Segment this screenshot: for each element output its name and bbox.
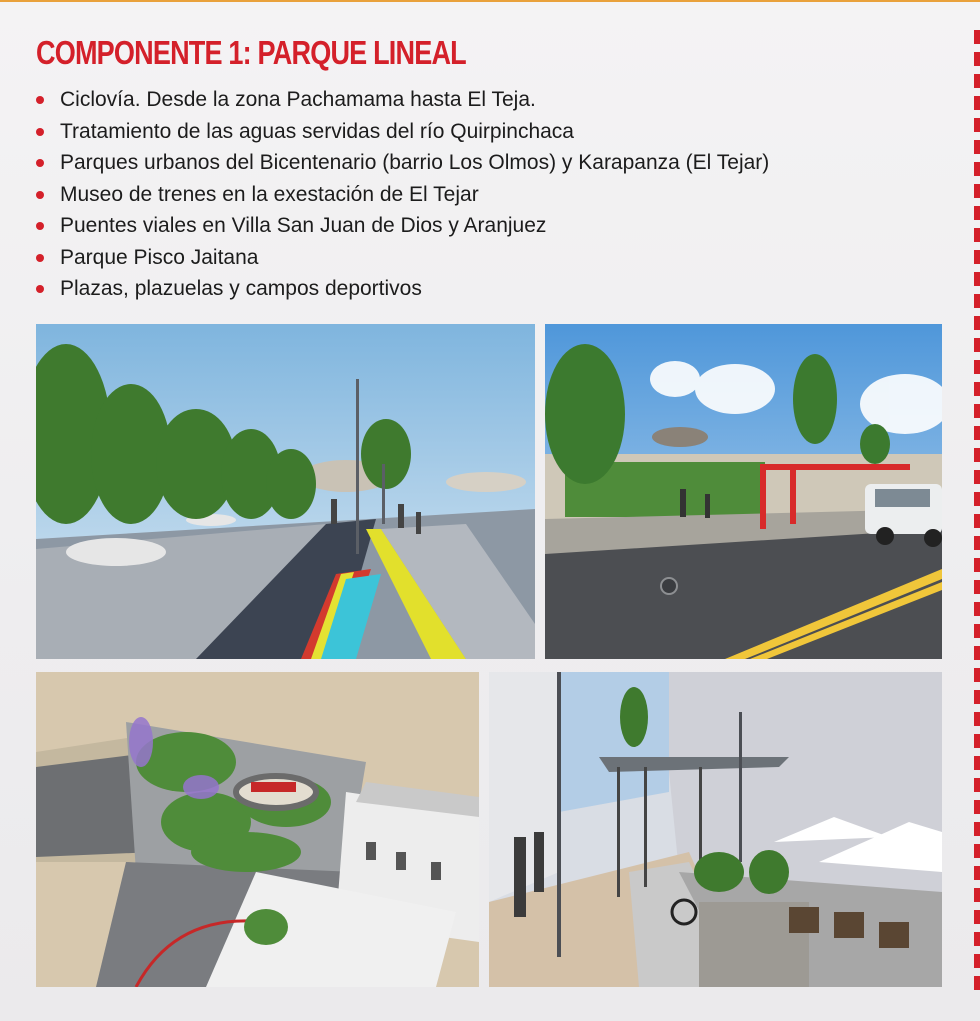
- list-item-text: Ciclovía. Desde la zona Pachamama hasta El Teja.: [60, 88, 536, 111]
- list-item-text: Parques urbanos del Bicentenario (barrio Los Olmos) y Karapanza (El Tejar): [60, 151, 770, 174]
- bullet-icon: [36, 285, 44, 293]
- list-item: [36, 242, 769, 274]
- list-item: [36, 210, 769, 242]
- list-item: [36, 116, 769, 148]
- bullet-icon: [36, 96, 44, 104]
- bullet-icon: [36, 222, 44, 230]
- bullet-icon: [36, 128, 44, 136]
- list-item: [36, 84, 769, 116]
- bullet-icon: [36, 254, 44, 262]
- list-item: [36, 179, 769, 211]
- aerial-park-render-image: [36, 672, 479, 987]
- list-item-text: Parque Pisco Jaitana: [60, 245, 259, 269]
- bike-lane-render-image: [36, 324, 535, 659]
- bullet-icon: [36, 191, 44, 199]
- list-item: [36, 147, 769, 179]
- list-item: [36, 273, 769, 305]
- page-title: COMPONENTE 1: PARQUE LINEAL: [36, 34, 466, 71]
- walkway-render-image: [489, 672, 942, 987]
- list-item-text: Museo de trenes en la exestación de El Tejar: [60, 182, 479, 206]
- bullet-icon: [36, 159, 44, 167]
- right-dashed-border: [974, 30, 980, 990]
- component-list: [36, 84, 769, 305]
- list-item-text: Tratamiento de las aguas servidas del río Quirpinchaca: [60, 119, 574, 143]
- street-car-render-image: [545, 324, 942, 659]
- list-item-text: Plazas, plazuelas y campos deportivos: [60, 277, 422, 300]
- list-item-text: Puentes viales en Villa San Juan de Dios y Aranjuez: [60, 214, 547, 237]
- top-rule: [0, 0, 980, 2]
